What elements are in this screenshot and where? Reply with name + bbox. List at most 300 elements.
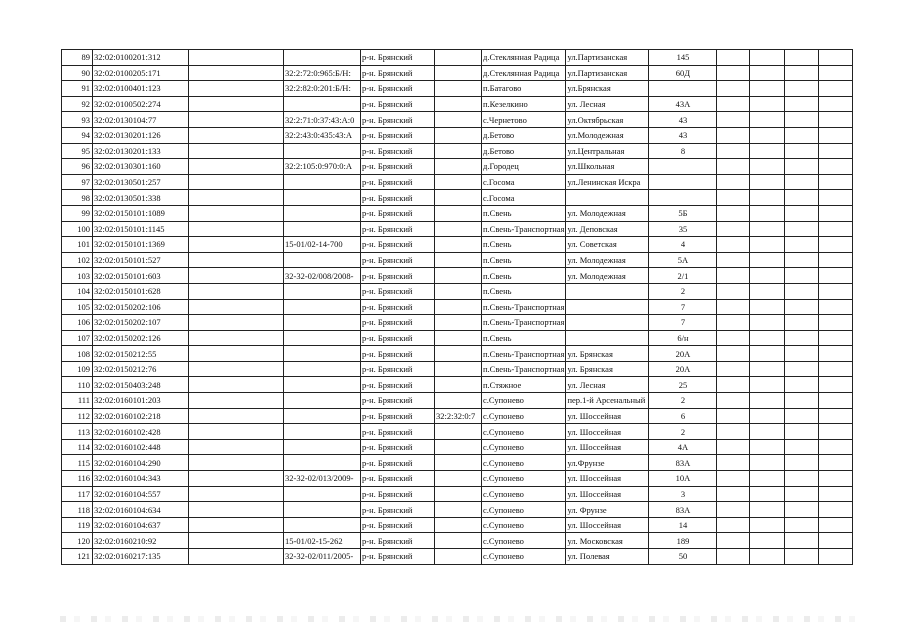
blank-cell: [189, 533, 284, 549]
blank-cell: [189, 50, 284, 66]
blank-cell: [717, 315, 750, 331]
previous-number-text: 32:2:43:0:435:43:А: [285, 130, 353, 141]
blank-cell: [819, 361, 853, 377]
cadastral-number-text: 32:02:0160104:290: [94, 457, 161, 468]
district-cell: [361, 408, 435, 424]
street-cell: [566, 393, 649, 409]
blank-cell: [819, 221, 853, 237]
blank-cell: [189, 549, 284, 565]
blank-cell: [750, 361, 785, 377]
house-number-cell: [649, 439, 717, 455]
locality-text: п.Свень: [483, 208, 512, 219]
table-row: [62, 315, 853, 331]
row-number-text: 105: [77, 301, 90, 312]
cadastral-number-text: 32:02:0150202:126: [94, 332, 161, 343]
cadastral-number-cell: [93, 221, 189, 237]
cadastral-number-text: 32:02:0150101:527: [94, 255, 161, 266]
blank-cell: [750, 377, 785, 393]
blank-cell: [750, 190, 785, 206]
previous-number-cell: [284, 315, 361, 331]
row-number-cell: [62, 283, 93, 299]
row-number-text: 100: [77, 223, 90, 234]
district-cell: [361, 346, 435, 362]
row-number-cell: [62, 268, 93, 284]
cadastral-number-text: 32:02:0130501:338: [94, 192, 161, 203]
cadastral-number-cell: [93, 205, 189, 221]
house-number-cell: [649, 517, 717, 533]
cadastral-number-cell: [93, 439, 189, 455]
previous-number-cell: [284, 81, 361, 97]
blank-cell: [819, 549, 853, 565]
previous-number-cell: [284, 50, 361, 66]
house-number-text: 35: [678, 223, 688, 234]
cadastral-number-cell: [93, 393, 189, 409]
previous-number-cell: [284, 143, 361, 159]
locality-text: с.Супонево: [483, 488, 524, 499]
cadastral-number-text: 32:02:0160104:557: [94, 488, 161, 499]
previous-number-text: 32:2:72:0:965:Б/Н:: [285, 67, 351, 78]
blank-cell: [785, 143, 819, 159]
street-cell: [566, 486, 649, 502]
blank-cell: [785, 221, 819, 237]
house-number-cell: [649, 283, 717, 299]
locality-text: п.Батагово: [483, 83, 522, 94]
extra-number-cell: [435, 455, 482, 471]
blank-cell: [785, 190, 819, 206]
street-cell: [566, 96, 649, 112]
extra-number-cell: [435, 268, 482, 284]
blank-cell: [819, 502, 853, 518]
house-number-cell: [649, 96, 717, 112]
district-cell: [361, 377, 435, 393]
cadastral-number-cell: [93, 486, 189, 502]
blank-cell: [785, 517, 819, 533]
row-number-cell: [62, 159, 93, 175]
district-text: р-н. Брянский: [362, 286, 413, 297]
blank-cell: [785, 159, 819, 175]
street-text: ул. Лесная: [567, 379, 606, 390]
district-cell: [361, 81, 435, 97]
district-text: р-н. Брянский: [362, 410, 413, 421]
blank-cell: [717, 65, 750, 81]
house-number-text: 20А: [675, 364, 691, 375]
cadastral-number-text: 32:02:0160102:218: [94, 410, 161, 421]
street-cell: [566, 439, 649, 455]
cadastral-number-cell: [93, 455, 189, 471]
blank-cell: [750, 96, 785, 112]
house-number-text: 20А: [675, 348, 691, 359]
blank-cell: [750, 81, 785, 97]
previous-number-text: 32:2:71:0:37:43:А:0: [285, 114, 355, 125]
street-cell: [566, 127, 649, 143]
row-number-cell: [62, 439, 93, 455]
blank-cell: [785, 112, 819, 128]
previous-number-cell: [284, 533, 361, 549]
house-number-cell: [649, 299, 717, 315]
locality-text: п.Свень-Транспортная: [483, 348, 565, 359]
row-number-text: 118: [77, 504, 90, 515]
row-number-cell: [62, 424, 93, 440]
house-number-cell: [649, 268, 717, 284]
blank-cell: [717, 533, 750, 549]
blank-cell: [750, 283, 785, 299]
district-text: р-н. Брянский: [362, 301, 413, 312]
previous-number-cell: [284, 221, 361, 237]
table-row: [62, 471, 853, 487]
previous-number-cell: [284, 424, 361, 440]
house-number-text: 25: [678, 379, 688, 390]
locality-cell: [482, 361, 566, 377]
blank-cell: [189, 424, 284, 440]
blank-cell: [717, 190, 750, 206]
locality-text: с.Супонево: [483, 410, 524, 421]
district-text: р-н. Брянский: [362, 551, 413, 562]
previous-number-text: 15-01/02-15-262: [285, 535, 343, 546]
district-cell: [361, 502, 435, 518]
blank-cell: [819, 439, 853, 455]
row-number-cell: [62, 408, 93, 424]
district-cell: [361, 533, 435, 549]
blank-cell: [819, 268, 853, 284]
cadastral-number-cell: [93, 268, 189, 284]
extra-number-cell: [435, 439, 482, 455]
locality-cell: [482, 502, 566, 518]
blank-cell: [785, 424, 819, 440]
blank-cell: [819, 471, 853, 487]
locality-cell: [482, 315, 566, 331]
blank-cell: [189, 471, 284, 487]
row-number-text: 108: [77, 348, 90, 359]
house-number-text: 8: [680, 145, 686, 156]
row-number-cell: [62, 143, 93, 159]
table-row: [62, 408, 853, 424]
blank-cell: [189, 252, 284, 268]
locality-text: с.Супонево: [483, 442, 524, 453]
locality-text: п.Стяжное: [483, 379, 522, 390]
cadastral-number-text: 32:02:0150212:55: [94, 348, 157, 359]
cadastral-number-text: 32:02:0160102:448: [94, 442, 161, 453]
blank-cell: [717, 408, 750, 424]
district-text: р-н. Брянский: [362, 504, 413, 515]
previous-number-cell: [284, 190, 361, 206]
row-number-text: 95: [81, 145, 90, 156]
district-text: р-н. Брянский: [362, 99, 413, 110]
row-number-text: 114: [77, 442, 90, 453]
previous-number-cell: [284, 299, 361, 315]
district-cell: [361, 299, 435, 315]
locality-cell: [482, 190, 566, 206]
previous-number-cell: [284, 486, 361, 502]
row-number-text: 98: [81, 192, 90, 203]
extra-number-cell: [435, 159, 482, 175]
row-number-cell: [62, 549, 93, 565]
blank-cell: [717, 143, 750, 159]
district-cell: [361, 127, 435, 143]
street-text: ул.Школьная: [567, 161, 615, 172]
street-text: ул. Шоссейная: [567, 426, 622, 437]
blank-cell: [819, 143, 853, 159]
house-number-cell: [649, 205, 717, 221]
cadastral-number-text: 32:02:0150101:1145: [94, 223, 165, 234]
blank-cell: [819, 65, 853, 81]
previous-number-cell: [284, 174, 361, 190]
house-number-text: 14: [678, 520, 688, 531]
street-cell: [566, 283, 649, 299]
blank-cell: [785, 315, 819, 331]
row-number-cell: [62, 112, 93, 128]
cadastral-number-cell: [93, 315, 189, 331]
previous-number-text: 32-32-02/008/2008-: [285, 270, 354, 281]
district-text: р-н. Брянский: [362, 145, 413, 156]
blank-cell: [819, 517, 853, 533]
blank-cell: [819, 346, 853, 362]
row-number-text: 117: [77, 488, 90, 499]
locality-text: п.Свень: [483, 286, 512, 297]
cadastral-number-cell: [93, 471, 189, 487]
row-number-text: 120: [77, 535, 90, 546]
blank-cell: [785, 237, 819, 253]
blank-cell: [785, 50, 819, 66]
table-row: [62, 112, 853, 128]
house-number-text: 2: [680, 286, 686, 297]
district-cell: [361, 471, 435, 487]
street-cell: [566, 330, 649, 346]
blank-cell: [750, 50, 785, 66]
street-text: ул. Советская: [567, 239, 617, 250]
district-cell: [361, 439, 435, 455]
previous-number-cell: [284, 205, 361, 221]
cadastral-number-cell: [93, 174, 189, 190]
blank-cell: [785, 408, 819, 424]
district-text: р-н. Брянский: [362, 442, 413, 453]
blank-cell: [717, 455, 750, 471]
blank-cell: [750, 549, 785, 565]
cadastral-number-text: 32:02:0100205:171: [94, 67, 161, 78]
house-number-cell: [649, 502, 717, 518]
house-number-cell: [649, 159, 717, 175]
extra-number-cell: [435, 502, 482, 518]
previous-number-cell: [284, 65, 361, 81]
blank-cell: [785, 299, 819, 315]
district-cell: [361, 393, 435, 409]
blank-cell: [717, 517, 750, 533]
previous-number-cell: [284, 549, 361, 565]
blank-cell: [819, 330, 853, 346]
blank-cell: [717, 174, 750, 190]
cadastral-number-cell: [93, 96, 189, 112]
table-row: [62, 502, 853, 518]
district-cell: [361, 330, 435, 346]
district-text: р-н. Брянский: [362, 67, 413, 78]
cadastral-number-cell: [93, 65, 189, 81]
row-number-cell: [62, 330, 93, 346]
table-row: [62, 517, 853, 533]
table-row: [62, 549, 853, 565]
table-row: [62, 377, 853, 393]
street-text: ул. Молодежная: [567, 208, 626, 219]
table-row: [62, 455, 853, 471]
table-row: [62, 143, 853, 159]
blank-cell: [750, 252, 785, 268]
blank-cell: [717, 81, 750, 97]
locality-text: д.Городец: [483, 161, 519, 172]
district-text: р-н. Брянский: [362, 332, 413, 343]
district-cell: [361, 252, 435, 268]
blank-cell: [717, 96, 750, 112]
row-number-text: 107: [77, 332, 90, 343]
blank-cell: [819, 408, 853, 424]
blank-cell: [717, 424, 750, 440]
district-text: р-н. Брянский: [362, 83, 413, 94]
blank-cell: [785, 502, 819, 518]
extra-number-cell: [435, 299, 482, 315]
locality-text: с.Супонево: [483, 520, 524, 531]
blank-cell: [189, 268, 284, 284]
district-text: р-н. Брянский: [362, 130, 413, 141]
street-text: ул.Партизанская: [567, 67, 628, 78]
locality-cell: [482, 252, 566, 268]
row-number-text: 96: [81, 161, 90, 172]
extra-number-cell: [435, 377, 482, 393]
street-text: ул.Ленинская Искра: [567, 177, 641, 188]
blank-cell: [189, 174, 284, 190]
house-number-cell: [649, 549, 717, 565]
locality-cell: [482, 439, 566, 455]
locality-cell: [482, 174, 566, 190]
district-text: р-н. Брянский: [362, 208, 413, 219]
house-number-cell: [649, 65, 717, 81]
blank-cell: [189, 439, 284, 455]
row-number-text: 112: [77, 410, 90, 421]
house-number-text: 5Б: [678, 208, 688, 219]
blank-cell: [717, 299, 750, 315]
blank-cell: [717, 268, 750, 284]
previous-number-cell: [284, 393, 361, 409]
cadastral-number-cell: [93, 143, 189, 159]
row-number-text: 89: [81, 52, 90, 63]
blank-cell: [819, 283, 853, 299]
cadastral-number-text: 32:02:0130201:126: [94, 130, 161, 141]
locality-cell: [482, 159, 566, 175]
cadastral-number-cell: [93, 330, 189, 346]
locality-cell: [482, 549, 566, 565]
table-row: [62, 439, 853, 455]
blank-cell: [785, 205, 819, 221]
blank-cell: [785, 96, 819, 112]
blank-cell: [750, 237, 785, 253]
house-number-cell: [649, 221, 717, 237]
blank-cell: [750, 143, 785, 159]
locality-cell: [482, 471, 566, 487]
cadastral-number-text: 32:02:0150202:107: [94, 317, 161, 328]
cadastral-number-text: 32:02:0160101:203: [94, 395, 161, 406]
blank-cell: [819, 81, 853, 97]
blank-cell: [189, 96, 284, 112]
cadastral-number-text: 32:02:0150202:106: [94, 301, 161, 312]
previous-number-cell: [284, 502, 361, 518]
cadastral-number-text: 32:02:0160104:343: [94, 473, 161, 484]
street-text: ул. Шоссейная: [567, 520, 622, 531]
cadastral-number-text: 32:02:0130501:257: [94, 177, 161, 188]
blank-cell: [189, 346, 284, 362]
previous-number-cell: [284, 159, 361, 175]
table-row: [62, 486, 853, 502]
house-number-text: 3: [680, 488, 686, 499]
extra-number-cell: [435, 65, 482, 81]
blank-cell: [717, 205, 750, 221]
row-number-cell: [62, 174, 93, 190]
row-number-cell: [62, 377, 93, 393]
blank-cell: [189, 299, 284, 315]
row-number-text: 90: [81, 67, 90, 78]
blank-cell: [819, 315, 853, 331]
street-text: ул.Молодежная: [567, 130, 624, 141]
row-number-cell: [62, 455, 93, 471]
street-cell: [566, 517, 649, 533]
house-number-text: 2/1: [677, 270, 689, 281]
house-number-cell: [649, 112, 717, 128]
locality-cell: [482, 408, 566, 424]
locality-cell: [482, 330, 566, 346]
street-text: ул. Шоссейная: [567, 473, 622, 484]
street-cell: [566, 299, 649, 315]
blank-cell: [189, 455, 284, 471]
blank-cell: [785, 455, 819, 471]
blank-cell: [819, 424, 853, 440]
cadastral-number-text: 32:02:0150403:248: [94, 379, 161, 390]
blank-cell: [750, 502, 785, 518]
cadastral-number-text: 32:02:0160217:135: [94, 551, 161, 562]
street-text: ул. Шоссейная: [567, 442, 622, 453]
previous-number-cell: [284, 268, 361, 284]
table-row: [62, 81, 853, 97]
district-cell: [361, 424, 435, 440]
blank-cell: [819, 377, 853, 393]
blank-cell: [750, 408, 785, 424]
previous-number-cell: [284, 96, 361, 112]
district-text: р-н. Брянский: [362, 535, 413, 546]
blank-cell: [819, 393, 853, 409]
house-number-cell: [649, 81, 717, 97]
locality-text: п.Свень: [483, 332, 512, 343]
house-number-cell: [649, 50, 717, 66]
street-text: ул.Партизанская: [567, 52, 628, 63]
blank-cell: [785, 361, 819, 377]
previous-number-cell: [284, 237, 361, 253]
street-text: ул. Молодежная: [567, 255, 626, 266]
district-text: р-н. Брянский: [362, 317, 413, 328]
previous-number-cell: [284, 112, 361, 128]
blank-cell: [785, 439, 819, 455]
house-number-text: 189: [676, 535, 690, 546]
house-number-cell: [649, 315, 717, 331]
extra-number-cell: [435, 127, 482, 143]
row-number-cell: [62, 50, 93, 66]
street-text: ул.Брянская: [567, 83, 611, 94]
extra-number-cell: [435, 237, 482, 253]
locality-text: с.Супонево: [483, 551, 524, 562]
locality-text: с.Супонево: [483, 395, 524, 406]
extra-number-cell: [435, 190, 482, 206]
row-number-cell: [62, 190, 93, 206]
district-cell: [361, 159, 435, 175]
table-row: [62, 50, 853, 66]
row-number-text: 106: [77, 317, 90, 328]
blank-cell: [819, 112, 853, 128]
district-cell: [361, 143, 435, 159]
street-cell: [566, 190, 649, 206]
house-number-text: 145: [676, 52, 690, 63]
